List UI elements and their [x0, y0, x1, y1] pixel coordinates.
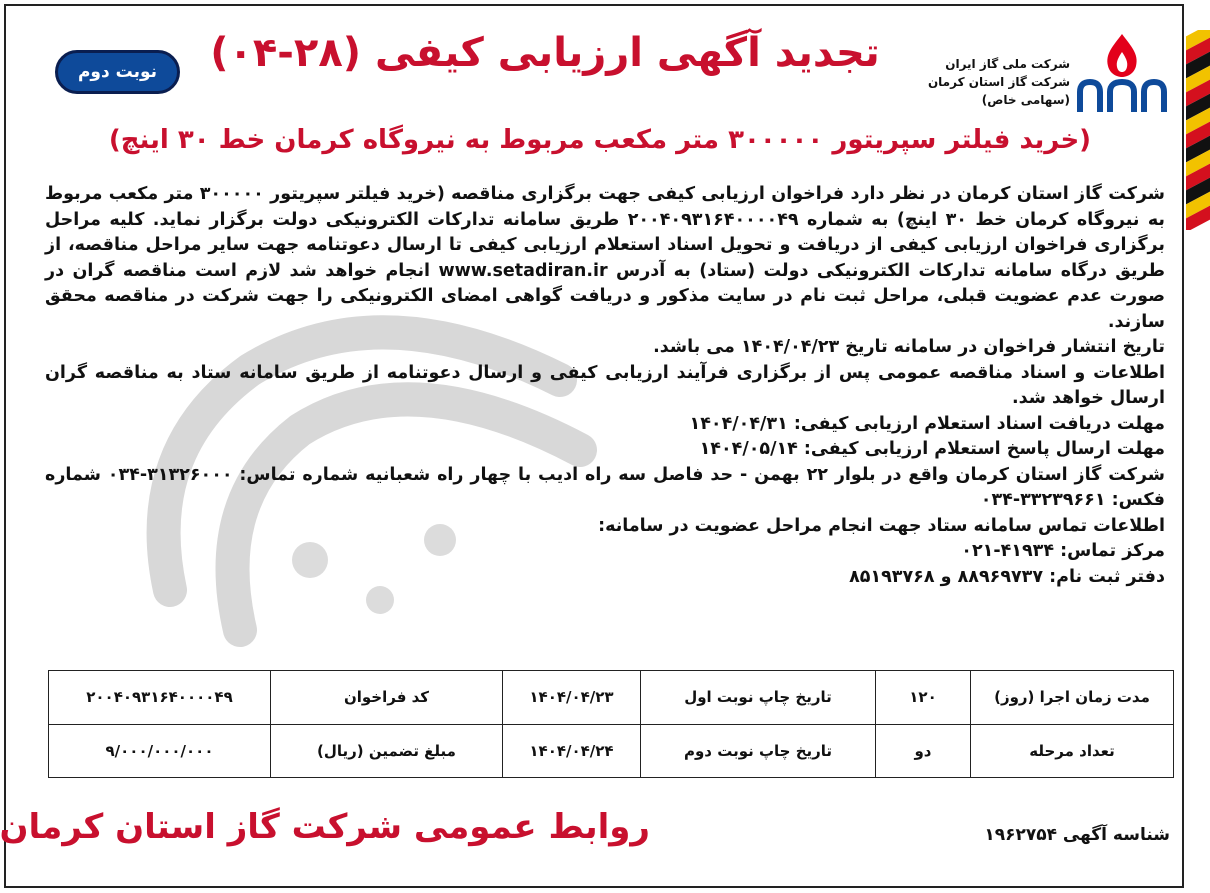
table-cell: کد فراخوان	[271, 671, 503, 725]
table-cell: تعداد مرحله	[971, 724, 1174, 778]
public-relations-signature: روابط عمومی شرکت گاز استان کرمان	[0, 807, 650, 847]
ad-body	[45, 182, 1165, 590]
table-row	[49, 724, 1174, 778]
table-cell: تاریخ چاپ نوبت دوم	[641, 724, 876, 778]
table-cell: ۲۰۰۴۰۹۳۱۶۴۰۰۰۰۴۹	[49, 671, 271, 725]
table-cell: ۱۴۰۴/۰۴/۲۳	[503, 671, 641, 725]
company-line: شرکت گاز استان کرمان	[927, 75, 1070, 89]
publish-date: تاریخ انتشار فراخوان در سامانه تاریخ ۱۴۰۴/۰۴/۲۳ می باشد.	[653, 337, 1165, 357]
table-cell: تاریخ چاپ نوبت اول	[641, 671, 876, 725]
deadline-submit: مهلت ارسال پاسخ استعلام ارزیابی کیفی: ۱۴۰۴/۰۵/۱۴	[699, 439, 1165, 459]
table-cell: مبلغ تضمین (ریال)	[271, 724, 503, 778]
ad-id: شناسه آگهی ۱۹۶۲۷۵۴	[984, 825, 1170, 845]
table-cell: دو	[876, 724, 971, 778]
company-address: شرکت گاز استان کرمان واقع در بلوار ۲۲ بهمن - حد فاصل سه راه ادیب با چهار راه شعبانیه شماره تماس: ۳۱۳۲۶۰۰۰-۰۳۴ شماره فکس: ۳۳۲۳۹۶۶۱-۰۳۴	[45, 464, 1166, 510]
table-cell: ۹/۰۰۰/۰۰۰/۰۰۰	[49, 724, 271, 778]
ad-title: تجدید آگهی ارزیابی کیفی (۲۸-۰۴)	[210, 30, 880, 76]
deadline-receive: مهلت دریافت اسناد استعلام ارزیابی کیفی: ۱۴۰۴/۰۴/۳۱	[689, 413, 1165, 434]
tender-docs-info: اطلاعات و اسناد مناقصه عمومی پس از برگزاری فرآیند ارزیابی کیفی و ارسال دعوتنامه از طریق سامانه ستاد به مناقصه گران ارسال خواهد شد.	[45, 362, 1165, 408]
tender-info-table	[48, 670, 1174, 778]
ad-subtitle: (خرید فیلتر سپریتور ۳۰۰۰۰۰ متر مکعب مربوط به نیروگاه کرمان خط ۳۰ اینچ)	[108, 125, 1092, 155]
company-line: شرکت ملی گاز ایران	[945, 57, 1070, 71]
print-round-badge: نوبت دوم	[55, 50, 180, 94]
decorative-stripes	[1186, 30, 1210, 230]
contact-center: مرکز تماس: ۴۱۹۳۴-۰۲۱	[961, 541, 1165, 561]
table-cell: ۱۲۰	[876, 671, 971, 725]
table-cell: ۱۴۰۴/۰۴/۲۴	[503, 724, 641, 778]
intro-paragraph: شرکت گاز استان کرمان در نظر دارد فراخوان ارزیابی کیفی جهت برگزاری مناقصه (خرید فیلتر سپریتور ۳۰۰۰۰۰ متر مکعب مربوط به نیروگاه کرمان خط ۳۰ اینچ) به شماره ۲۰۰۴۰۹۳۱۶۴۰۰۰۰۴۹ طریق سامانه تدارکات الکترونیکی دولت برگزار نماید. کلیه مراحل برگزاری فراخوان ارزیابی کیفی از دریافت و تحویل اسناد استعلام ارزیابی کیفی تا ارسال دعوتنامه جهت سایر مراحل مناقصه، از طریق درگاه سامانه تدارکات الکترونیکی دولت (ستاد) به آدرس www.setadiran.ir انجام خواهد شد لازم است مناقصه گران در صورت عدم عضویت قبلی، مراحل ثبت نام در سایت مذکور و دریافت گواهی امضای الکترونیکی را جهت شرکت در مناقصه محقق سازند.	[45, 184, 1165, 332]
company-name	[920, 55, 1070, 109]
company-line: (سهامی خاص)	[981, 93, 1070, 107]
table-cell: مدت زمان اجرا (روز)	[971, 671, 1174, 725]
registry-office: دفتر ثبت نام: ۸۸۹۶۹۷۳۷ و ۸۵۱۹۳۷۶۸	[849, 566, 1165, 587]
table-row	[49, 671, 1174, 725]
contact-title: اطلاعات تماس سامانه ستاد جهت انجام مراحل عضویت در سامانه:	[598, 515, 1165, 536]
nigc-logo-icon	[1075, 30, 1170, 115]
